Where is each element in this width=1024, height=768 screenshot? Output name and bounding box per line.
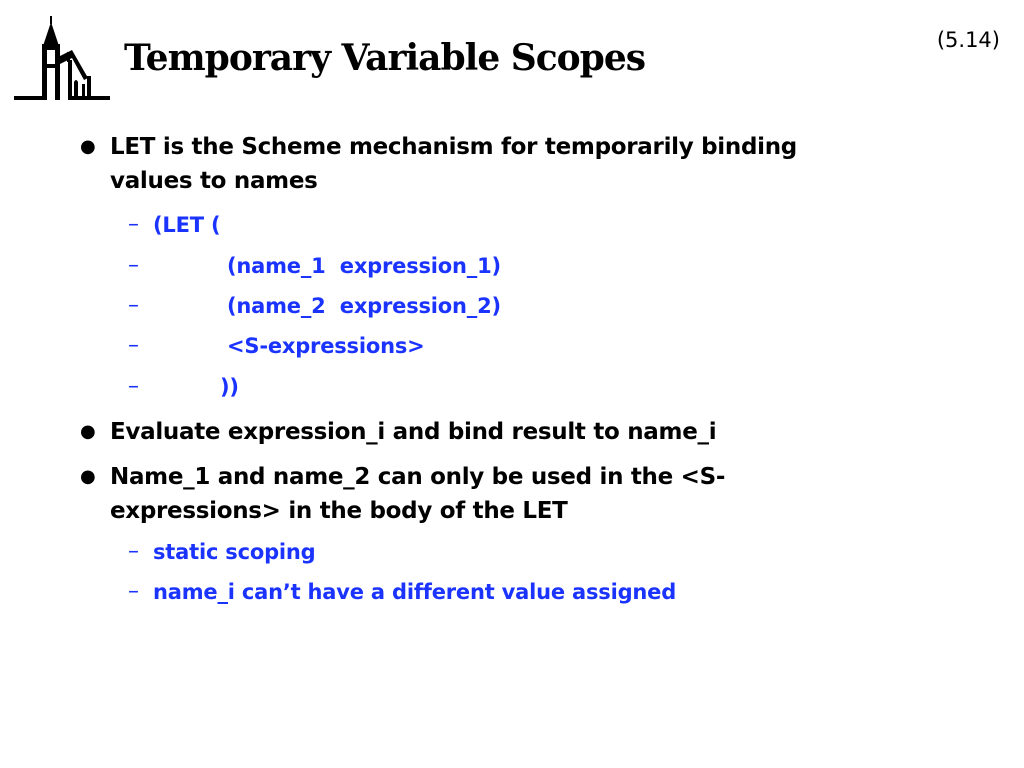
- bullet-text: Evaluate expression_i and bind result to name_i: [110, 419, 717, 445]
- code-line: [128, 210, 221, 240]
- code-line-text: )): [220, 375, 239, 399]
- code-line-text: (name_1 expression_1): [227, 254, 501, 278]
- dash-icon: –: [128, 374, 139, 399]
- code-line-text: (LET (: [153, 213, 221, 237]
- slide-title: Temporary Variable Scopes: [124, 37, 646, 79]
- bullet-text: Name_1 and name_2 can only be used in the <S-expressions> in the body of the LET: [110, 464, 726, 524]
- code-line-text: (name_2 expression_2): [227, 294, 501, 318]
- sub-bullet-text: name_i can’t have a different value assigned: [153, 580, 677, 604]
- code-line: [128, 251, 501, 281]
- dash-icon: –: [128, 333, 139, 358]
- sub-bullet-text: static scoping: [153, 540, 316, 564]
- sub-bullet: [128, 537, 316, 567]
- code-line: [128, 291, 501, 321]
- dash-icon: –: [128, 212, 139, 237]
- sub-bullet: [128, 577, 677, 607]
- bullet-dot-icon: ●: [80, 421, 96, 442]
- code-line: [128, 331, 425, 361]
- code-line: [128, 372, 239, 402]
- dash-icon: –: [128, 293, 139, 318]
- code-line-text: <S-expressions>: [227, 334, 425, 358]
- bullet-text: LET is the Scheme mechanism for temporarily binding values to names: [110, 134, 797, 194]
- bullet-dot-icon: ●: [80, 466, 96, 487]
- dash-icon: –: [128, 579, 139, 604]
- slide-number: (5.14): [936, 28, 1000, 52]
- dash-icon: –: [128, 253, 139, 278]
- dash-icon: –: [128, 539, 139, 564]
- bullet-dot-icon: ●: [80, 136, 96, 157]
